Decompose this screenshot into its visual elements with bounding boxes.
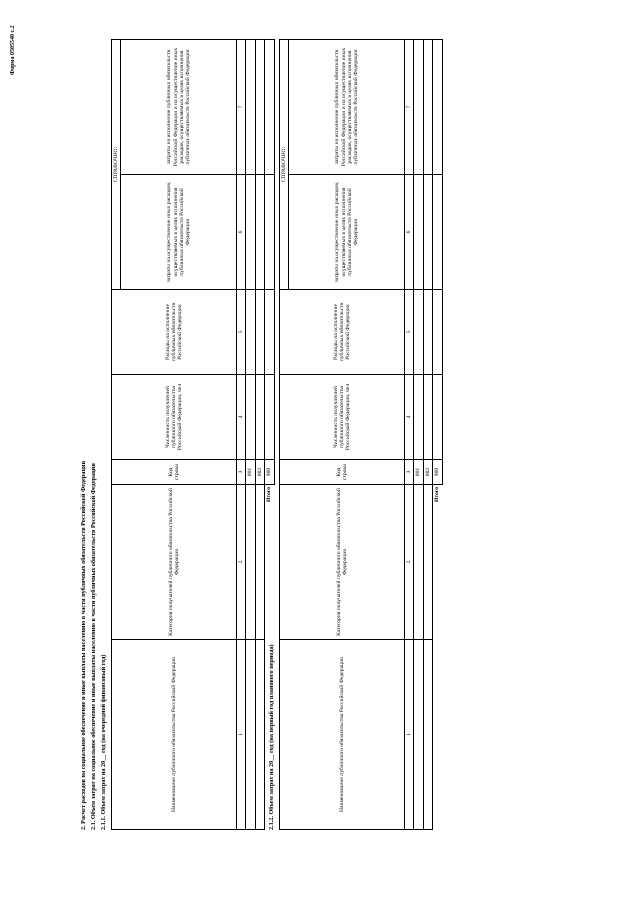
col-header: затраты на исполнение публичных обязательств Российской Федерации и на осуществление иных расходов, осуществляемых в целях исполнения публичных обязательств Российской Федерации bbox=[121, 39, 237, 174]
col-header: Численность получателей публичного обязательства Российской Федерации, чел bbox=[112, 375, 237, 460]
column-number: 4 bbox=[405, 375, 414, 460]
col-header: Наименование публичного обязательства Российской Федерации bbox=[112, 640, 237, 830]
costs-table-2 bbox=[279, 39, 443, 830]
table-row bbox=[255, 39, 264, 829]
table-row bbox=[414, 39, 423, 829]
table-row bbox=[246, 39, 255, 829]
row-code: 002 bbox=[255, 460, 264, 485]
column-number: 5 bbox=[405, 290, 414, 375]
column-number: 3 bbox=[405, 460, 414, 485]
column-number: 2 bbox=[405, 485, 414, 640]
total-row bbox=[432, 39, 442, 829]
column-number: 5 bbox=[237, 290, 246, 375]
row-code: 001 bbox=[246, 460, 255, 485]
subsection-title-1: 2.1.1. Объем затрат на 20__ год (на очередной финансовый год) bbox=[100, 654, 107, 830]
col-header: Код строки bbox=[112, 460, 237, 485]
costs-table-1 bbox=[111, 39, 275, 830]
form-number: Форма 0505540 с.2 bbox=[10, 25, 16, 75]
column-number: 6 bbox=[237, 175, 246, 290]
col-header: Категория получателей публичного обязательства Российской Федерации bbox=[112, 485, 237, 640]
column-number: 2 bbox=[237, 485, 246, 640]
reference-label: СПРАВОЧНО: bbox=[280, 39, 289, 289]
column-number: 7 bbox=[237, 39, 246, 174]
col-header: затраты на исполнение публичных обязательств Российской Федерации и на осуществление иных расходов, осуществляемых в целях исполнения публичных обязательств Российской Федерации bbox=[289, 39, 405, 174]
column-number: 3 bbox=[237, 460, 246, 485]
reference-label: СПРАВОЧНО: bbox=[112, 39, 121, 289]
total-code: 900 bbox=[264, 460, 274, 485]
subsection-title-2: 2.1.2. Объем затрат на 20__ год (на первый год планового периода) bbox=[268, 644, 275, 830]
col-header: Расходы на исполнение публичных обязательств Российской Федерации bbox=[280, 290, 405, 375]
col-header: Расходы на исполнение публичных обязательств Российской Федерации bbox=[112, 290, 237, 375]
col-header: Код строки bbox=[280, 460, 405, 485]
column-number: 1 bbox=[405, 640, 414, 830]
total-label: Итого bbox=[434, 487, 441, 503]
column-number: 4 bbox=[237, 375, 246, 460]
col-header: Численность получателей публичного обязательства Российской Федерации, чел bbox=[280, 375, 405, 460]
row-code: 001 bbox=[414, 460, 423, 485]
col-header: затраты на осуществление иных расходов, осуществляемых в целях исполнения публичных обязательств Российской Федерации bbox=[121, 175, 237, 290]
heading-section-2-1: 2.1. Объем затрат на социальное обеспечение и иные выплаты населению в части публичных обязательств Российской Федерации bbox=[90, 463, 97, 830]
table-row bbox=[423, 39, 432, 829]
total-code: 900 bbox=[432, 460, 442, 485]
column-number: 1 bbox=[237, 640, 246, 830]
col-header: Категория получателей публичного обязательства Российской Федерации bbox=[280, 485, 405, 640]
total-label: Итого bbox=[266, 487, 273, 503]
col-header: Наименование публичного обязательства Российской Федерации bbox=[280, 640, 405, 830]
column-number: 7 bbox=[405, 39, 414, 174]
column-number: 6 bbox=[405, 175, 414, 290]
row-code: 002 bbox=[423, 460, 432, 485]
heading-section-2: 2. Расчет расходов на социальное обеспечение и иные выплаты населению в части публичных обязательств Российской Федерации bbox=[80, 460, 87, 830]
col-header: затраты на осуществление иных расходов, осуществляемых в целях исполнения публичных обязательств Российской Федерации bbox=[289, 175, 405, 290]
